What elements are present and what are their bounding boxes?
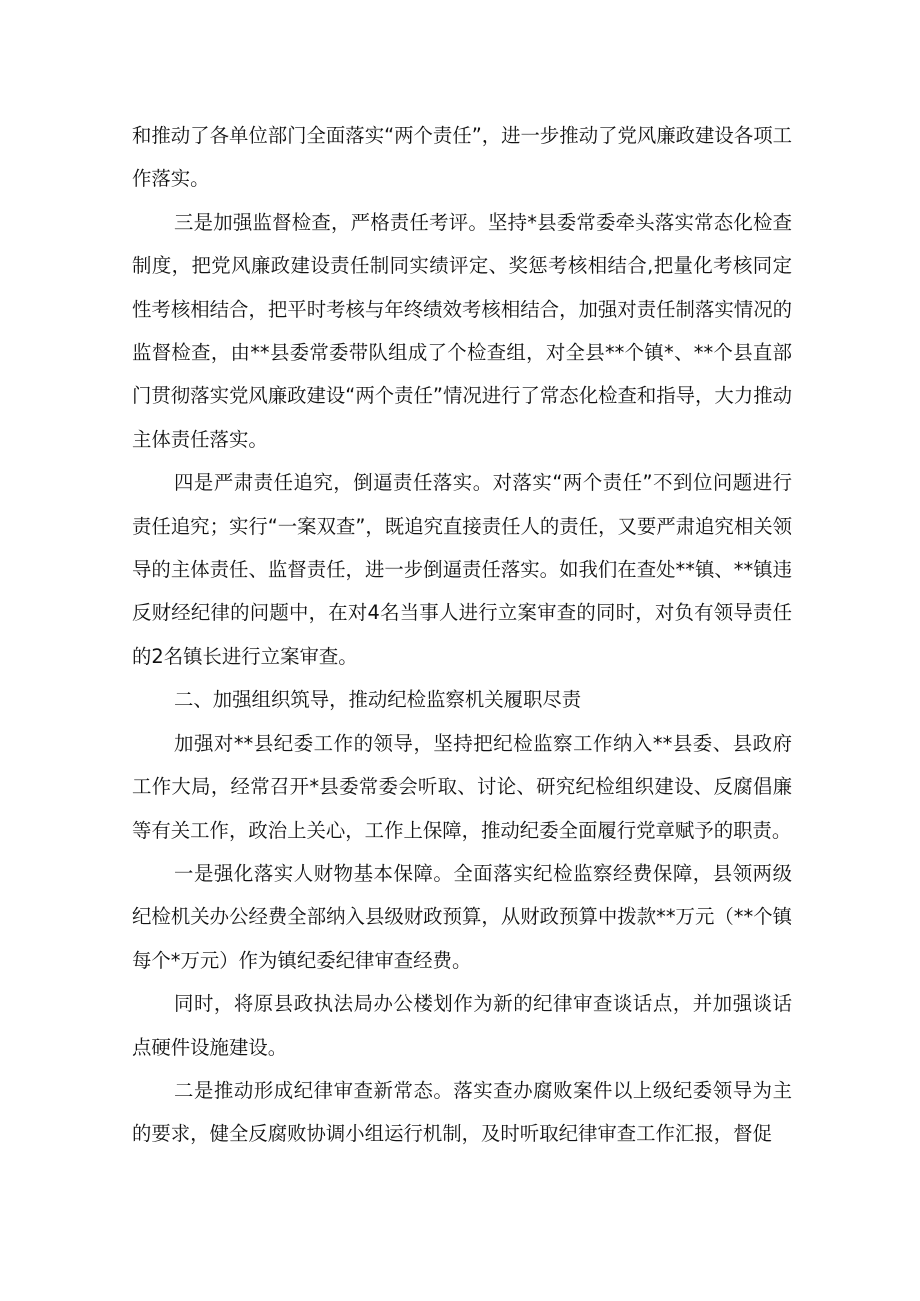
paragraph: 一是强化落实人财物基本保障。全面落实纪检监察经费保障，县领两级纪检机关办公经费全部纳入县级财政预算，从财政预算中拨款**万元（**个镇每个*万元）作为镇纪委纪律审查经费。 xyxy=(132,861,792,972)
section-heading: 二、加强组织筑导，推动纪检监察机关履职尽责 xyxy=(174,688,582,712)
paragraph: 四是严肃责任追究，倒逼责任落实。对落实“两个责任”不到位问题进行责任追究；实行“一案双查”，既追究直接责任人的责任，又要严肃追究相关领导的主体责任、监督责任，进一步倒逼责任落实。如我们在查处**镇、**镇违反财经纪律的问题中，在对4名当事人进行立案审查的同时，对负有领导责任的2名镇长进行立案审查。 xyxy=(132,471,792,668)
paragraph: 同时，将原县政执法局办公楼划作为新的纪律审查谈话点，并加强谈话点硬件设施建设。 xyxy=(132,992,792,1059)
paragraph: 和推动了各单位部门全面落实“两个责任”，进一步推动了党风廉政建设各项工作落实。 xyxy=(132,124,792,191)
document-body xyxy=(132,114,792,1156)
paragraph: 三是加强监督检查，严格责任考评。坚持*县委常委牵头落实常态化检查制度，把党风廉政建设责任制同实绩评定、奖惩考核相结合,把量化考核同定性考核相结合，把平时考核与年终绩效考核相结合，加强对责任制落实情况的监督检查，由**县委常委带队组成了个检查组，对全县**个镇*、**个县直部门贯彻落实党风廉政建设“两个责任”情况进行了常态化检查和指导，大力推动主体责任落实。 xyxy=(132,210,792,451)
paragraph: 二是推动形成纪律审查新常态。落实查办腐败案件以上级纪委领导为主的要求，健全反腐败协调小组运行机制，及时听取纪律审查工作汇报，督促 xyxy=(132,1078,792,1146)
paragraph: 加强对**县纪委工作的领导，坚持把纪检监察工作纳入**县委、县政府工作大局，经常召开*县委常委会听取、讨论、研究纪检组织建设、反腐倡廉等有关工作，政治上关心，工作上保障，推动纪委全面履行党章赋予的职责。 xyxy=(132,731,792,842)
